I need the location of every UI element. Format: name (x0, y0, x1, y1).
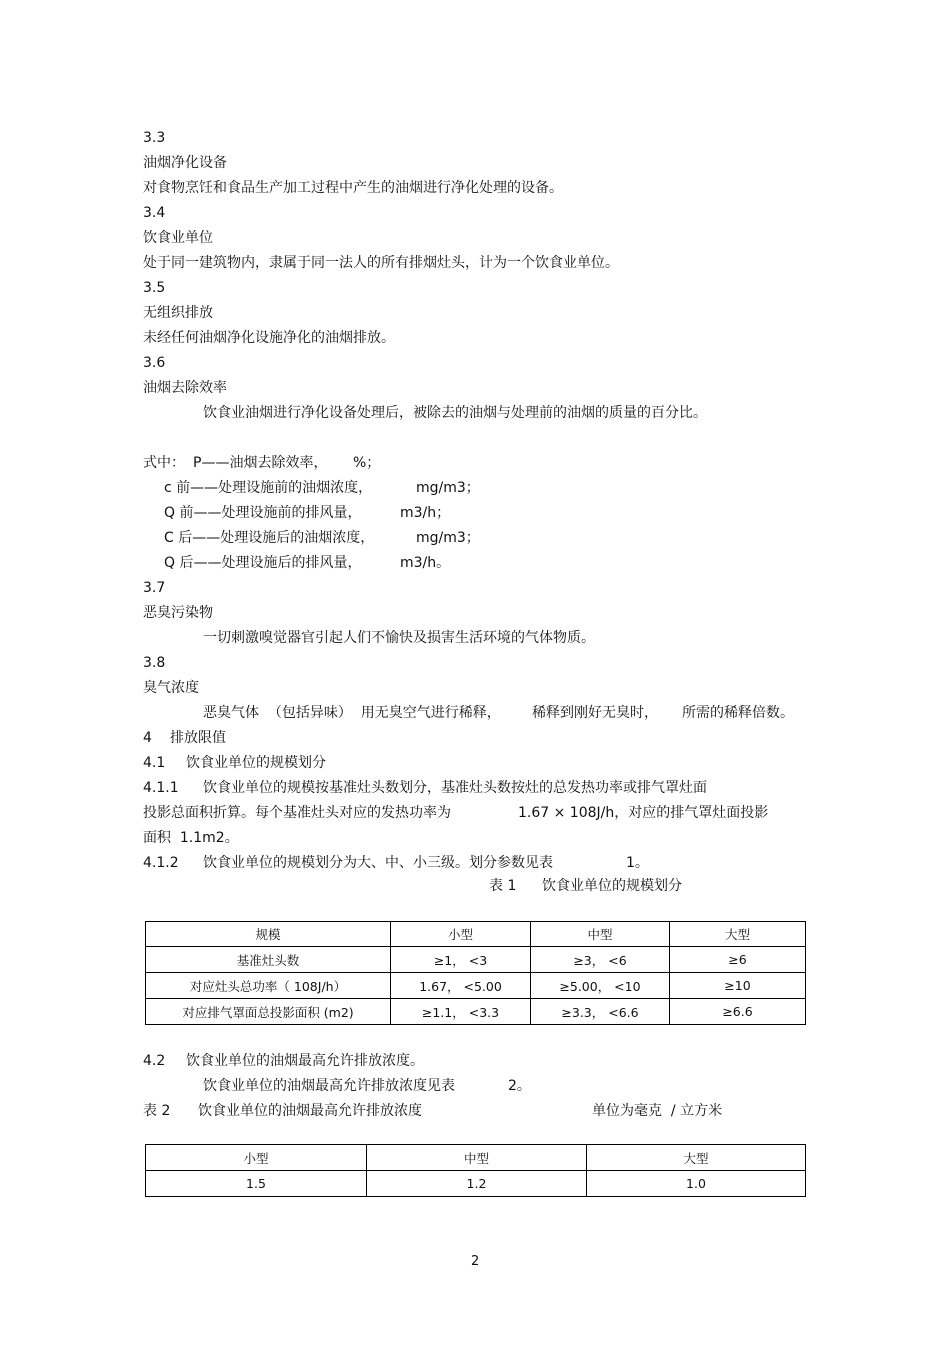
table-cell: ≥1， <3 (391, 947, 531, 973)
page-number: 2 (471, 1254, 480, 1269)
table-row (146, 999, 806, 1025)
section-number: 3.6 (143, 355, 166, 371)
table-cell: ≥6.6 (670, 999, 806, 1025)
table-cell: ≥5.00， <10 (531, 973, 670, 999)
section-title: 排放限值 (170, 730, 226, 746)
table-cell: ≥3.3， <6.6 (531, 999, 670, 1025)
table-caption: 饮食业单位的规模划分 (542, 878, 682, 894)
formula-symbol: c 前——处理设施前的油烟浓度， (164, 480, 373, 496)
table-caption-number: 表 2 (143, 1103, 171, 1119)
formula-unit: %； (353, 455, 381, 471)
section-body: 1.67 × 108J/h，对应的排气罩灶面投影 (518, 805, 769, 821)
section-number: 4 (143, 730, 152, 746)
section-title: 臭气浓度 (143, 680, 199, 696)
table-unit: 单位为毫克 / 立方米 (592, 1103, 723, 1119)
table-cell: ≥1.1， <3.3 (391, 999, 531, 1025)
section-body: 处于同一建筑物内，隶属于同一法人的所有排烟灶头，计为一个饮食业单位。 (143, 255, 619, 271)
section-title: 饮食业单位 (143, 230, 213, 246)
table-cell: ≥10 (670, 973, 806, 999)
formula-symbol: P——油烟去除效率， (193, 455, 328, 471)
section-body: 恶臭气体 （包括异味） 用无臭空气进行稀释， (203, 705, 501, 721)
section-body: 饮食业油烟进行净化设备处理后，被除去的油烟与处理前的油烟的质量的百分比。 (203, 405, 707, 421)
table-cell: 1.67， <5.00 (391, 973, 531, 999)
table-header-cell: 小型 (391, 922, 531, 947)
section-body: 饮食业单位的油烟最高允许排放浓度见表 (203, 1078, 455, 1094)
formula-unit: mg/m3； (416, 480, 480, 496)
table-row (146, 947, 806, 973)
section-body: 投影总面积折算。每个基准灶头对应的发热功率为 (143, 805, 451, 821)
formula-unit: m3/h。 (400, 555, 451, 571)
section-body: 饮食业单位的规模划分为大、中、小三级。划分参数见表 (203, 855, 553, 871)
table-header-cell: 中型 (367, 1145, 587, 1171)
section-number: 3.7 (143, 580, 166, 596)
table-row (146, 1171, 806, 1197)
section-number: 3.3 (143, 130, 166, 146)
table-reference: 2。 (508, 1078, 531, 1094)
table-header-cell: 规模 (146, 922, 391, 947)
table-caption-number: 表 1 (489, 878, 517, 894)
section-title: 油烟净化设备 (143, 155, 227, 171)
table-header-cell: 小型 (146, 1145, 367, 1171)
section-title: 油烟去除效率 (143, 380, 227, 396)
formula-symbol: C 后——处理设施后的油烟浓度， (164, 530, 375, 546)
section-number: 3.4 (143, 205, 166, 221)
section-body: 一切刺激嗅觉器官引起人们不愉快及损害生活环境的气体物质。 (203, 630, 595, 646)
section-body: 稀释到刚好无臭时， (532, 705, 658, 721)
section-number: 3.5 (143, 280, 166, 296)
emission-limit-table (145, 1144, 806, 1197)
section-title: 无组织排放 (143, 305, 213, 321)
table-header-cell: 大型 (670, 922, 806, 947)
section-body: 饮食业单位的规模按基准灶头数划分，基准灶头数按灶的总发热功率或排气罩灶面 (203, 780, 707, 796)
table-header-row (146, 1145, 806, 1171)
section-body: 未经任何油烟净化设施净化的油烟排放。 (143, 330, 395, 346)
section-number: 4.1.2 (143, 855, 179, 871)
formula-unit: m3/h； (400, 505, 451, 521)
table-header-cell: 中型 (531, 922, 670, 947)
table-cell: 对应灶头总功率（ 108J/h） (146, 973, 391, 999)
section-body: 面积 1.1m2。 (143, 830, 239, 846)
section-title: 饮食业单位的油烟最高允许排放浓度。 (186, 1053, 424, 1069)
section-number: 4.1 (143, 755, 166, 771)
table-reference: 1。 (626, 855, 649, 871)
table-cell: 1.0 (587, 1171, 806, 1197)
formula-symbol: Q 前——处理设施前的排风量， (164, 505, 362, 521)
table-cell: 基准灶头数 (146, 947, 391, 973)
table-header-cell: 大型 (587, 1145, 806, 1171)
section-body: 所需的稀释倍数。 (682, 705, 794, 721)
formula-unit: mg/m3； (416, 530, 480, 546)
formula-symbol: Q 后——处理设施后的排风量， (164, 555, 362, 571)
section-title: 饮食业单位的规模划分 (186, 755, 326, 771)
table-cell: 对应排气罩面总投影面积 (m2) (146, 999, 391, 1025)
scale-table (145, 921, 806, 1025)
table-cell: ≥3， <6 (531, 947, 670, 973)
formula-lead: 式中： (143, 455, 185, 471)
table-cell: 1.2 (367, 1171, 587, 1197)
section-title: 恶臭污染物 (143, 605, 213, 621)
table-row (146, 973, 806, 999)
table-header-row (146, 922, 806, 947)
table-cell: 1.5 (146, 1171, 367, 1197)
section-body: 对食物烹饪和食品生产加工过程中产生的油烟进行净化处理的设备。 (143, 180, 563, 196)
section-number: 3.8 (143, 655, 166, 671)
table-cell: ≥6 (670, 947, 806, 973)
section-number: 4.2 (143, 1053, 166, 1069)
table-caption: 饮食业单位的油烟最高允许排放浓度 (198, 1103, 422, 1119)
section-number: 4.1.1 (143, 780, 179, 796)
